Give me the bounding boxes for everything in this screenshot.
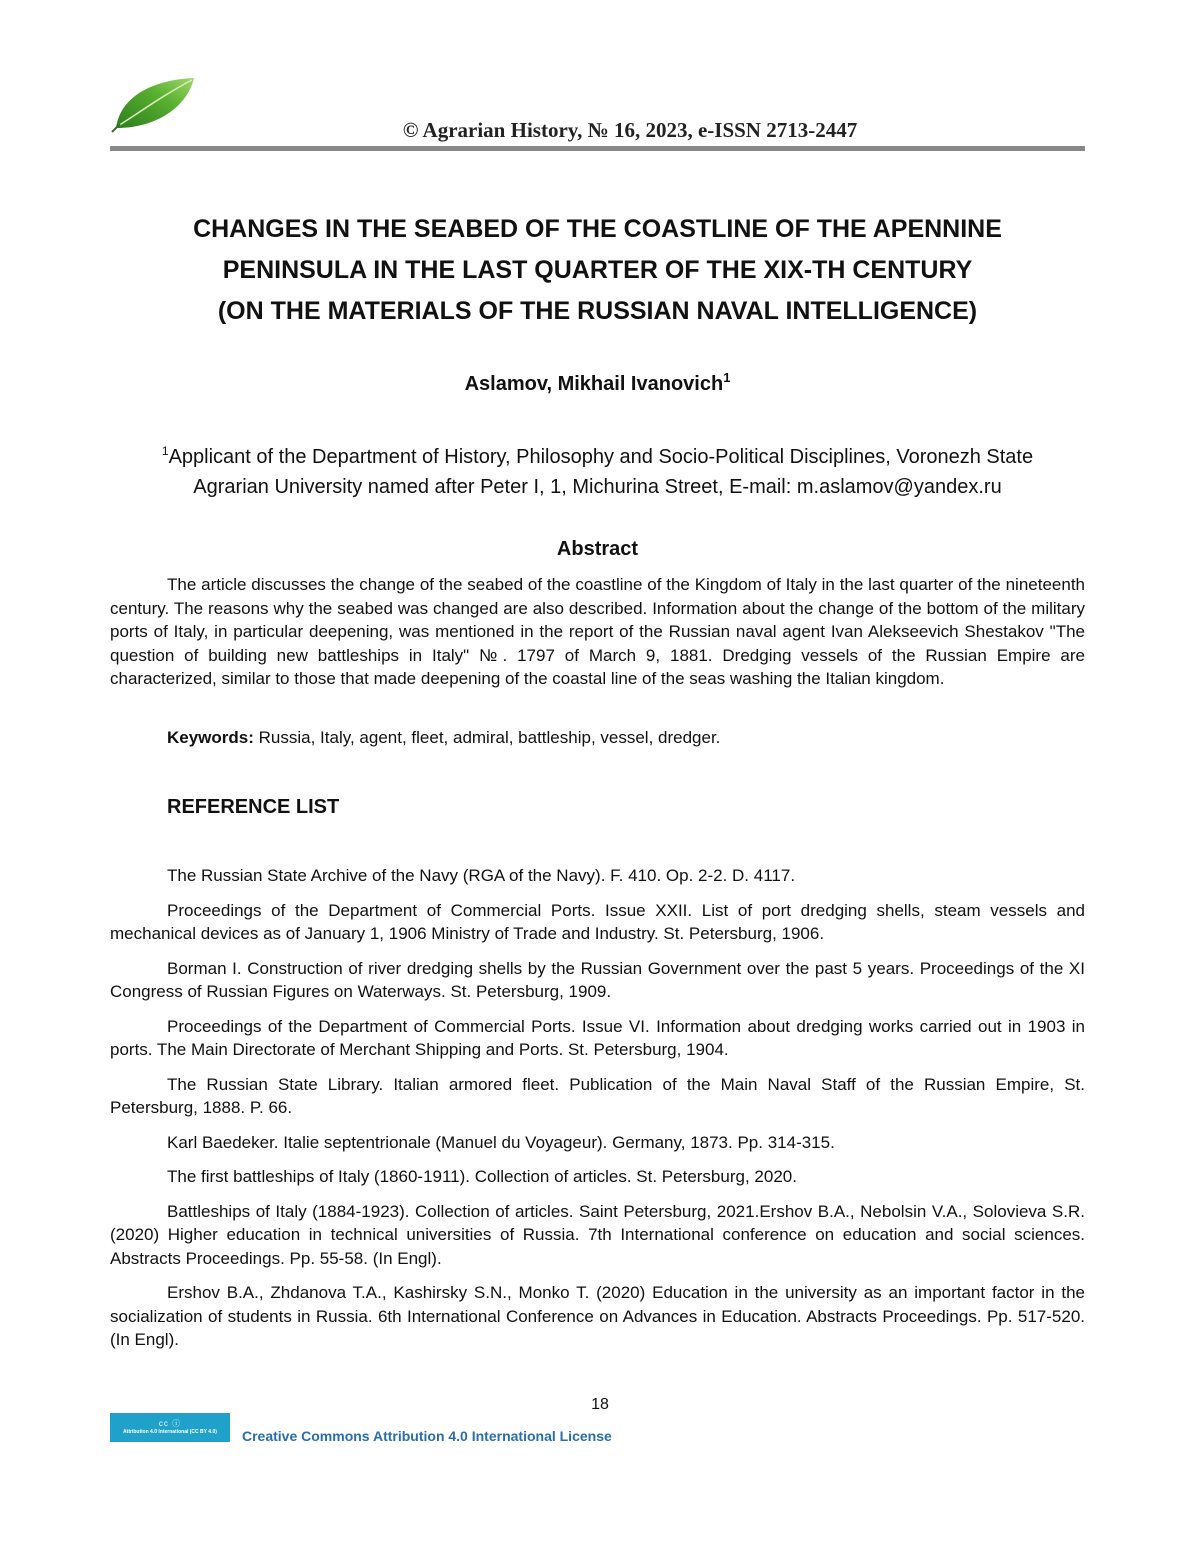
reference-item: The Russian State Archive of the Navy (RGA of the Navy). F. 410. Op. 2-2. D. 4117.: [167, 866, 796, 885]
author: [110, 370, 1085, 396]
reference-item: Ershov B.A., Zhdanova T.A., Kashirsky S.N., Monko T. (2020) Education in the university as an important factor in the socialization of students in Russia. 6th International Conference on Advances in Education. Abstracts Proceedings. Pp. 517-520. (In Engl).: [110, 1283, 1085, 1349]
article-title: [110, 209, 1085, 332]
green-leaf-icon: [110, 74, 200, 134]
page-number: 18: [591, 1396, 609, 1413]
reference-list-heading: REFERENCE LIST: [167, 796, 340, 818]
reference-item: Borman I. Construction of river dredging shells by the Russian Government over the past 5 years. Proceedings of the XI Congress of Russian Figures on Waterways. St. Petersburg, 1909.: [110, 958, 1085, 1001]
reference-item: The first battleships of Italy (1860-1911). Collection of articles. St. Petersburg, 2020.: [167, 1167, 797, 1186]
title-line: PENINSULA IN THE LAST QUARTER OF THE XIX-TH CENTURY: [222, 256, 973, 284]
reference-item: Karl Baedeker. Italie septentrionale (Manuel du Voyageur). Germany, 1873. Pp. 314-315.: [167, 1132, 835, 1152]
affiliation-superscript: 1: [161, 444, 169, 458]
keywords-text: Russia, Italy, agent, fleet, admiral, battleship, vessel, dredger.: [253, 728, 721, 747]
journal-header: © Agrarian History, № 16, 2023, e-ISSN 2713-2447: [402, 118, 858, 142]
author-name: Aslamov, Mikhail Ivanovich: [464, 373, 724, 395]
keywords: [167, 726, 1085, 749]
title-line: (ON THE MATERIALS OF THE RUSSIAN NAVAL INTELLIGENCE): [217, 297, 978, 325]
reference-item: Battleships of Italy (1884-1923). Collection of articles. Saint Petersburg, 2021.Ershov B.A., Nebolsin V.A., Solovieva S.R. (2020) Higher education in technical universities of Russia. 7th International conference on education and social sciences. Abstracts Proceedings. Pp. 55-58. (In Engl).: [110, 1201, 1085, 1268]
cc-license-badge[interactable]: [110, 1413, 230, 1442]
reference-list: [110, 864, 1085, 1363]
title-line: CHANGES IN THE SEABED OF THE COASTLINE OF THE APENNINE: [193, 215, 1002, 243]
reference-item: Proceedings of the Department of Commercial Ports. Issue XXII. List of port dredging shells, steam vessels and mechanical devices as of January 1, 1906 Ministry of Trade and Industry. St. Petersburg, 1906.: [110, 900, 1085, 943]
abstract-text: The article discusses the change of the seabed of the coastline of the Kingdom of Italy in the last quarter of the nineteenth century. The reasons why the seabed was changed are also described. Information about the change of the bottom of the military ports of Italy, in particular deepening, was mentioned in the report of the Russian naval agent Ivan Alekseevich Shestakov "The question of building new battleships in Italy" №. 1797 of March 9, 1881. Dredging vessels of the Russian Empire are characterized, similar to those that made deepening of the coastal line of the seas washing the Italian kingdom.: [110, 575, 1085, 688]
author-superscript: 1: [723, 370, 731, 385]
keywords-label: Keywords:: [167, 728, 254, 747]
affiliation-text-1: Applicant of the Department of History, Philosophy and Socio-Political Disciplines, Voronezh State: [168, 446, 1034, 468]
affiliation-text-2: Agrarian University named after Peter I, 1, Michurina Street, E-mail: m.aslamov@yandex.ru: [193, 476, 1002, 498]
license-link[interactable]: Creative Commons Attribution 4.0 International License: [242, 1428, 612, 1444]
header-divider: [110, 146, 1085, 151]
cc-by-icon: cc ⓘ: [158, 1419, 182, 1428]
reference-item: The Russian State Library. Italian armored fleet. Publication of the Main Naval Staff of the Russian Empire, St. Petersburg, 1888. P. 66.: [110, 1074, 1085, 1117]
cc-badge-text: Attribution 4.0 International (CC BY 4.0): [123, 1429, 217, 1435]
affiliation-line: [110, 436, 1085, 472]
reference-item: Proceedings of the Department of Commercial Ports. Issue VI. Information about dredging works carried out in 1903 in ports. The Main Directorate of Merchant Shipping and Ports. St. Petersburg, 1904.: [110, 1016, 1085, 1059]
abstract-heading: Abstract: [556, 538, 639, 560]
affiliation: [110, 436, 1085, 502]
